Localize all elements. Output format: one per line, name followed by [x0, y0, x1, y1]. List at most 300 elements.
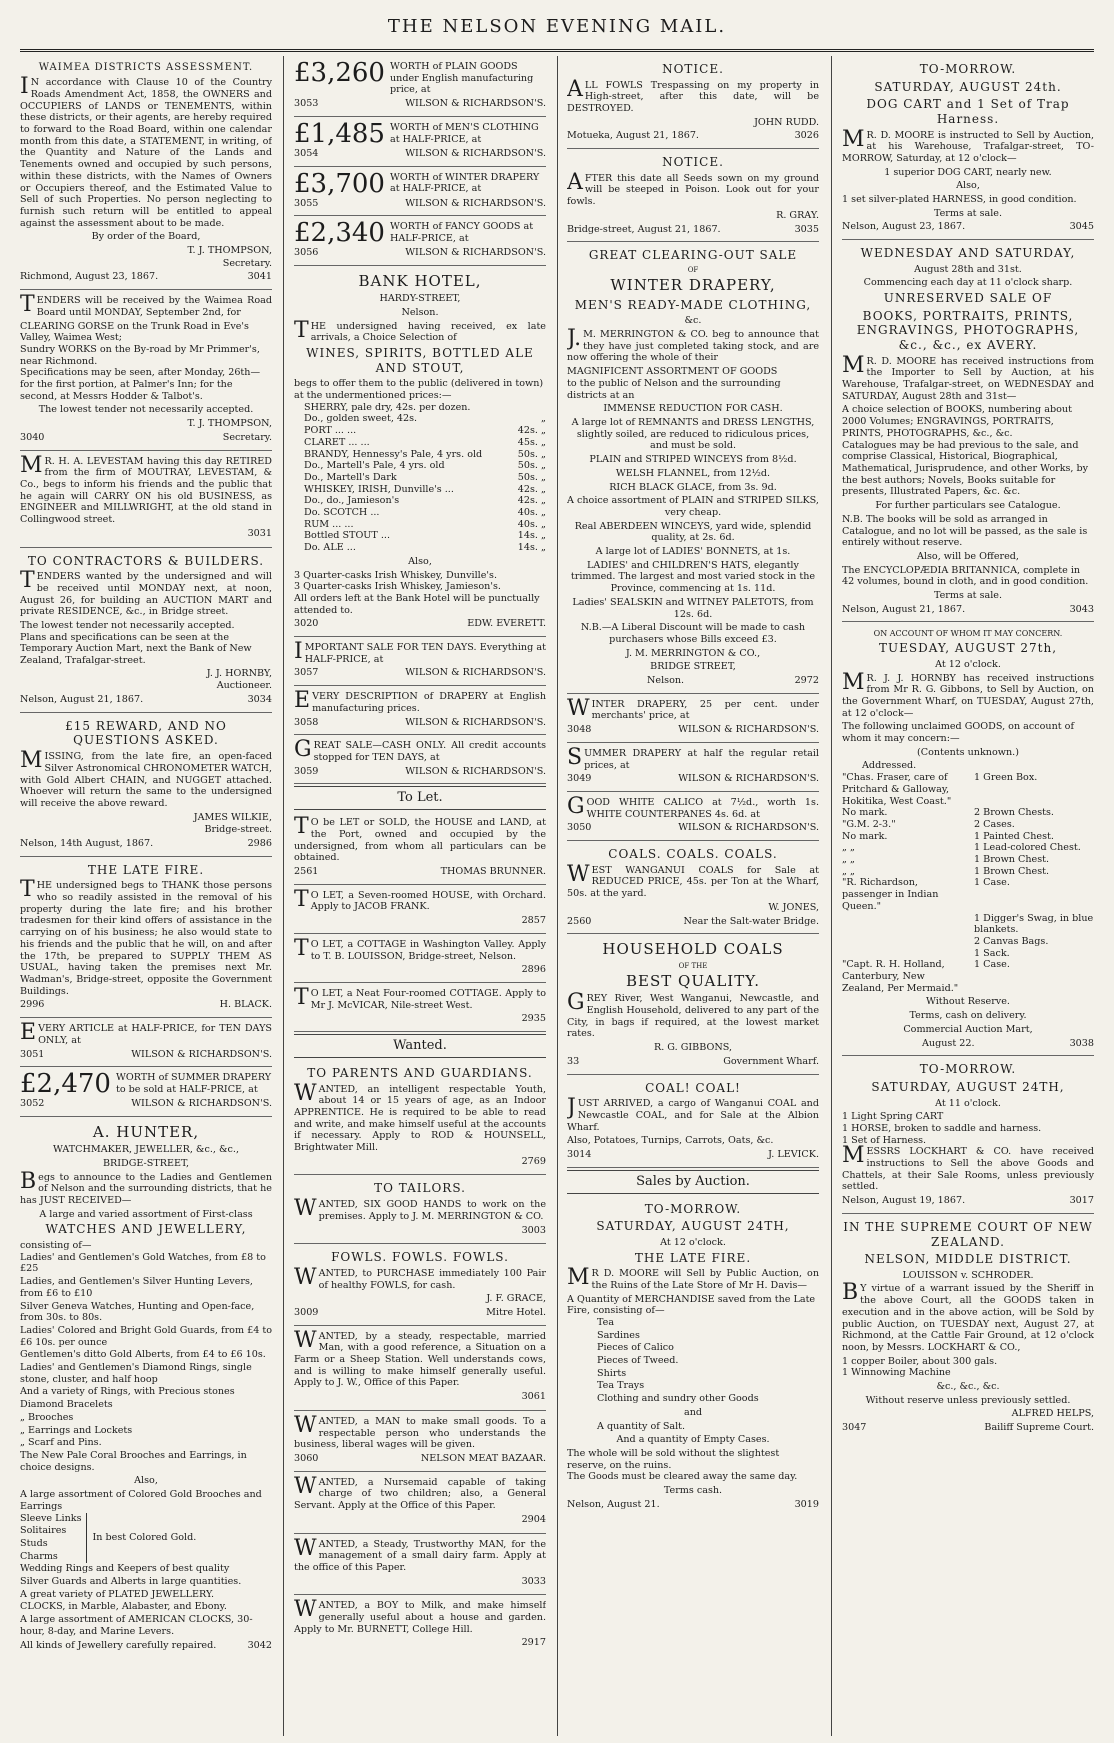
ad-address: Near the Salt-water Bridge.: [683, 915, 819, 927]
ad-body: THE undersigned having received, ex late arrivals, a Choice Selection of: [294, 317, 546, 344]
to-let-section-heading: To Let.: [294, 786, 546, 810]
ad-heading: TO-MORROW.: [644, 1201, 742, 1216]
wine-row: [294, 542, 546, 554]
list-item: Pieces of Tweed.: [597, 1355, 679, 1367]
boy-wanted-ad: [294, 1595, 546, 1656]
ad-heading: £15 REWARD, AND NO QUESTIONS ASKED.: [65, 718, 227, 748]
summer-drapery-ad: [20, 1067, 272, 1117]
ad-role: Auctioneer.: [216, 680, 272, 692]
wine-name: Do. ALE ...: [304, 542, 356, 554]
to-let-ad: [294, 983, 546, 1032]
gold-group-label: In best Colored Gold.: [92, 1532, 197, 1544]
ad-body: THE undersigned begs to THANK those persons who so readily assisted in the removal of his property during the late fire; and his brother tradesmen for their kind offers of assistance in the carrying on of his business; he also would state to his friends and the public that he will, on and after the 17th, be prepared to SUPPLY THEM AS USUAL, having taken the premises next Mr. Wadman's, Bridge-street, opposite the Government Buildings.: [20, 877, 272, 997]
ad-body: GREAT SALE—CASH ONLY. All credit accounts stopped for TEN DAYS, at: [294, 737, 546, 763]
goods-row: [842, 807, 1094, 819]
list-item: Wedding Rings and Keepers of best quality: [20, 1563, 230, 1575]
ad-line: The lowest tender not necessarily accepted.: [20, 619, 235, 631]
ad-heading: NOTICE.: [662, 62, 724, 76]
ad-heading: GREAT CLEARING-OUT SALE: [588, 248, 798, 263]
ad-signature: 2935: [521, 1013, 546, 1025]
goods-row: [842, 936, 1094, 948]
wine-name: Do., Martell's Dark: [304, 471, 397, 483]
columns: [20, 56, 1094, 1736]
ad-heading: TO-MORROW.: [919, 1062, 1017, 1077]
price-text: WORTH of MEN'S CLOTHING at HALF-PRICE, at: [389, 121, 539, 145]
list-item: A large assortment of AMERICAN CLOCKS, 30-hour, 8-day, and Marine Levers.: [20, 1614, 253, 1637]
ad-firm: WILSON & RICHARDSON'S.: [678, 724, 819, 736]
wine-row: [294, 437, 546, 449]
bank-hotel-ad: [294, 266, 546, 637]
ad-firm: WILSON & RICHARDSON'S.: [678, 773, 819, 785]
ad-line: MAGNIFICENT ASSORTMENT OF GOODS: [567, 366, 778, 378]
jewellery-list-2: [20, 1563, 272, 1637]
ad-number: 2904: [521, 1513, 546, 1525]
ad-number: 2972: [794, 675, 819, 687]
ad-body: J.M. MERRINGTON & CO. beg to announce that they have just completed taking stock, and are now offering the whole of their: [567, 326, 819, 364]
ad-footer: [567, 822, 819, 834]
wine-price: 42s. „: [517, 483, 546, 495]
man-wanted-ad: [294, 1411, 546, 1472]
ad-line: By order of the Board,: [91, 231, 201, 243]
wine-price: 14s. „: [517, 542, 546, 554]
wine-name: Do., do., Jamieson's: [304, 495, 400, 507]
clearing-item: Real ABERDEEN WINCEYS, yard wide, splendid quality, at 2s. 6d.: [574, 520, 812, 544]
ad-footer: [567, 1499, 819, 1511]
ad-signature: W. JONES,: [768, 901, 819, 913]
wine-price: 42s. „: [517, 425, 546, 437]
ad-body: GREY River, West Wanganui, Newcastle, and English Household, delivered to any part of the City, in bags if required, at the lowest market rates.: [567, 990, 819, 1040]
ad-place: Nelson, 14th August, 1867.: [20, 838, 154, 850]
parents-ad: [294, 1060, 546, 1176]
ad-heading: BOOKS, PORTRAITS, PRINTS, ENGRAVINGS, PHOTOGRAPHS, &c., &c., ex AVERY.: [856, 308, 1080, 353]
ad-footer: [842, 1195, 1094, 1207]
jewellery-list: [20, 1252, 272, 1474]
list-item: And a variety of Rings, with Precious stones: [20, 1386, 235, 1398]
ad-place: Nelson, August 19, 1867.: [842, 1195, 966, 1207]
ad-number: 3038: [1069, 1037, 1094, 1049]
list-item: CLOCKS, in Marble, Alabaster, and Ebony.: [20, 1601, 227, 1613]
ad-body: Begs to announce to the Ladies and Gentlemen of Nelson and the surrounding districts, that he has JUST RECEIVED—: [20, 1168, 272, 1207]
ad-signature: 2896: [521, 964, 546, 976]
ad-body: WANTED, a Nursemaid capable of taking charge of two children; also, a General Servant. Apply at the Office of this Paper.: [294, 1473, 546, 1512]
ad-number: 3048: [567, 724, 592, 736]
clearing-item: PLAIN and STRIPED WINCEYS from 8½d.: [589, 454, 797, 466]
wine-name: WHISKEY, IRISH, Dunville's ...: [304, 483, 454, 495]
ad-line: Without Reserve.: [926, 996, 1010, 1008]
ad-signature: EDW. EVERETT.: [467, 618, 546, 630]
goods-row: [842, 854, 1094, 866]
ad-footer: [294, 915, 546, 927]
gold-group-list: [20, 1513, 87, 1564]
ad-subheading: NELSON, MIDDLE DISTRICT.: [864, 1252, 1072, 1267]
ad-body: WANTED, an intelligent respectable Youth, about 14 or 15 years of age, as an Indoor APPRENTICE. He is required to be able to read and write, and make himself useful at the accounts if necessary. Apply to ROD & HOUNSELL, Brightwater Mill.: [294, 1080, 546, 1154]
ad-number: 3035: [794, 223, 819, 235]
ad-body: IN accordance with Clause 10 of the Country Roads Amendment Act, 1858, the OWNERS and OCCUPIERS of LANDS or TENEMENTS, within these districts, or their agents, are hereby required to forward to the Road Board, within one calendar month from this date, a STATEMENT, in writing, of the Quantity and Nature of the Lands and Tenements owned and occupied by such persons, within these districts, with the Names of Owners or Occupiers thereof, and the Estimated Value to Sell of such Properties. No person neglecting to furnish such return will be entitled to appeal against the assessment about to be made.: [20, 74, 272, 229]
ad-signature: JOHN RUDD.: [754, 116, 819, 128]
coals-ad: [567, 841, 819, 934]
wine-row: [294, 460, 546, 472]
ad-line: Terms at sale.: [933, 207, 1003, 219]
ad-heading: BEST QUALITY.: [626, 972, 760, 991]
price-ad: [294, 167, 546, 217]
ad-footer: [842, 1422, 1094, 1434]
list-item: Ladies' and Gentlemen's Diamond Rings, single stone, cluster, and half hoop: [20, 1362, 252, 1385]
half-price-ad: [20, 1018, 272, 1067]
ad-body: WINTER DRAPERY, 25 per cent. under merchants' price, at: [567, 695, 819, 722]
ad-place: Bridge-street, August 21, 1867.: [567, 223, 721, 235]
price-text: WORTH of PLAIN GOODS under English manufacturing price, at: [389, 61, 534, 96]
ad-heading: FOWLS. FOWLS. FOWLS.: [331, 1250, 509, 1265]
ad-number: 3049: [567, 773, 592, 785]
ad-line: 1 superior DOG CART, nearly new.: [884, 166, 1052, 178]
ad-line: Plans and specifications can be seen at the Temporary Auction Mart, next the Bank of New Zealand, Trafalgar-street.: [20, 631, 252, 667]
ad-signature: J. M. MERRINGTON & CO.,: [625, 647, 761, 659]
ad-signature: THOMAS BRUNNER.: [440, 866, 546, 878]
ad-footer: [567, 724, 819, 736]
ad-footer: [294, 1453, 546, 1465]
column-2: [294, 56, 546, 1736]
ad-footer: [20, 1640, 272, 1652]
ad-body: TENDERS wanted by the undersigned and will be received until MONDAY next, at noon, August 26, for building an AUCTION MART and private RESIDENCE, &c., in Bridge street.: [20, 568, 272, 618]
goods-item: 1 Painted Chest.: [974, 830, 1054, 842]
wine-price: 40s. „: [517, 518, 546, 530]
ad-body: MR. J. J. HORNBY has received instructions from Mr R. G. Gibbons, to Sell by Auction, on the Government Wharf, on TUESDAY, August 27th, at 12 o'clock—: [842, 669, 1094, 719]
hunter-ad: [20, 1117, 272, 1657]
ad-line: Specifications may be seen, after Monday, 26th—for the first portion, at Palmer's Inn; for the second, at Messrs Hodder & Talbot's.: [20, 367, 261, 402]
ad-line: to the public of Nelson and the surrounding districts at an: [567, 377, 781, 401]
ad-line: &c., &c., &c.: [936, 1381, 1000, 1393]
list-item: Ladies' and Gentlemen's Gold Watches, from £8 to £25: [20, 1251, 266, 1275]
ad-address: Government Wharf.: [723, 1055, 819, 1067]
ad-body: EVERY ARTICLE at HALF-PRICE, for TEN DAYS ONLY, at: [20, 1020, 272, 1046]
wine-price: 40s. „: [517, 507, 546, 519]
notice-fowls-ad: [567, 56, 819, 149]
ad-number: 3042: [247, 1639, 272, 1651]
ad-footer: [567, 675, 819, 687]
ad-line: The ENCYCLOPÆDIA BRITANNICA, complete in 42 volumes, bound in cloth, and in good condition.: [842, 564, 1089, 588]
list-item: Clothing and sundry other Goods: [597, 1393, 759, 1405]
price-amount: £2,340: [294, 218, 385, 249]
ad-footer: [294, 1307, 546, 1319]
list-item: Sardines: [597, 1329, 640, 1341]
clearing-item: A choice assortment of PLAIN and STRIPED SILKS, very cheap.: [567, 495, 819, 518]
ad-line: A Quantity of MERCHANDISE saved from the Late Fire, consisting of—: [567, 1293, 816, 1317]
notice-seeds-ad: [567, 149, 819, 242]
goods-address: No mark.: [842, 807, 888, 819]
list-item: Solitaires: [20, 1525, 67, 1537]
ad-number: 3055: [294, 197, 319, 209]
ad-body: WANTED, a Steady, Trustworthy MAN, for the management of a small dairy farm. Apply at the office of this Paper.: [294, 1535, 546, 1573]
column-4: [842, 56, 1094, 1736]
list-item: Silver Guards and Alberts in large quantities.: [20, 1576, 242, 1588]
ad-body: EVERY DESCRIPTION of DRAPERY at English manufacturing prices.: [294, 688, 546, 714]
ad-body: WANTED, a BOY to Milk, and make himself generally useful about a house and garden. Apply to Mr. BURNETT, College Hill.: [294, 1597, 546, 1635]
ad-line: CLEARING GORSE on the Trunk Road in Eve's Valley, Waimea West;: [20, 320, 249, 344]
ad-time: At 12 o'clock.: [660, 1236, 726, 1248]
ad-line: A choice selection of BOOKS, numbering about 2000 Volumes; ENGRAVINGS, PORTRAITS, PRINTS, PHOTOGRAPHS, &c., &c.: [842, 404, 1072, 439]
wine-row: [294, 425, 546, 437]
to-let-ad: [294, 812, 546, 885]
wine-row: [294, 402, 546, 414]
price-line: [294, 168, 546, 199]
ad-firm: WILSON & RICHARDSON'S.: [131, 1098, 272, 1110]
situation-wanted-ad: [294, 1326, 546, 1411]
ad-line: Also,: [408, 555, 432, 567]
ad-number: 3060: [294, 1452, 319, 1464]
ad-heading: COALS. COALS. COALS.: [608, 847, 778, 862]
ad-number: 33: [567, 1055, 580, 1067]
price-amount: £1,485: [294, 118, 385, 149]
ad-footer: [294, 247, 546, 259]
auction-section-heading: Sales by Auction.: [567, 1170, 819, 1194]
ad-firm: WILSON & RICHARDSON'S.: [405, 667, 546, 679]
ad-footer: [567, 1149, 819, 1161]
wine-name: Do., Martell's Pale, 4 yrs. old: [304, 460, 445, 472]
ad-address: HARDY-STREET,: [379, 293, 461, 305]
ad-heading: WEDNESDAY AND SATURDAY,: [860, 246, 1076, 261]
ad-heading: TO PARENTS AND GUARDIANS.: [307, 1065, 533, 1080]
ad-line: The following unclaimed GOODS, on account of whom it may concern:—: [842, 721, 1074, 745]
goods-address: "Capt. R. H. Holland, Canterbury, New Zealand, Per Mermaid.": [842, 959, 959, 994]
ad-number: 3052: [20, 1098, 45, 1110]
ad-signature: R. GRAY.: [776, 209, 819, 221]
household-coals-ad: [567, 934, 819, 1074]
ad-heading: TO-MORROW.: [919, 62, 1017, 76]
ad-footer: [294, 717, 546, 729]
ad-line: OF THE: [678, 961, 708, 970]
unclaimed-goods-ad: [842, 622, 1094, 1056]
clearing-item: RICH BLACK GLACE, from 3s. 9d.: [609, 481, 777, 493]
fire-auction-ad: [567, 1196, 819, 1517]
ad-heading: THE LATE FIRE.: [87, 862, 205, 877]
ad-firm: WILSON & RICHARDSON'S.: [405, 765, 546, 777]
ad-footer: [20, 1049, 272, 1061]
drapery-description-ad: [294, 686, 546, 735]
ad-footer: [567, 1056, 819, 1068]
ad-subheading: THE LATE FIRE.: [634, 1250, 752, 1265]
ad-line: Catalogues may be had previous to the sale, and comprise Classical, Historical, Biographical, Mathematical, Jurisprudence, and other Works, by the best authors; Novels, Books suitable for presents, Illustrated Papers, &c. &c.: [842, 439, 1089, 498]
ad-body: WANTED, to PURCHASE immediately 100 Pair of healthy FOWLS, for cash.: [294, 1264, 546, 1291]
ad-line: IMMENSE REDUCTION FOR CASH.: [603, 403, 783, 415]
ad-signature: J. F. GRACE,: [486, 1293, 546, 1305]
ad-line: consisting of—: [20, 1240, 92, 1252]
wine-price: „: [541, 413, 546, 425]
ad-line: Commencing each day at 11 o'clock sharp.: [863, 277, 1073, 289]
ad-firm: WILSON & RICHARDSON'S.: [131, 1048, 272, 1060]
ad-number: 3054: [294, 147, 319, 159]
ad-signature: T. J. THOMPSON,: [187, 245, 272, 257]
ad-line: LOUISSON v. SCHRODER.: [902, 1269, 1034, 1281]
ad-line: The whole will be sold without the slightest reserve, on the ruins.: [567, 1447, 780, 1471]
ad-heading: HOUSEHOLD COALS: [602, 940, 784, 959]
ad-line: OF: [687, 265, 699, 274]
list-item: Tea Trays: [597, 1380, 645, 1392]
ad-line: 1 Light Spring CART: [842, 1111, 944, 1123]
ad-body: ALL FOWLS Trespassing on my property in High-street, after this date, will be DESTROYED.: [567, 76, 819, 115]
ad-body: IMPORTANT SALE FOR TEN DAYS. Everything at HALF-PRICE, at: [294, 639, 546, 665]
levestam-ad: [20, 451, 272, 548]
ad-number: 3014: [567, 1149, 592, 1160]
ad-place: Nelson, August 21, 1867.: [842, 603, 966, 615]
ad-line: and: [683, 1406, 703, 1418]
ad-footer: [20, 271, 272, 283]
column-3: [567, 56, 819, 1736]
ad-number: 3058: [294, 716, 319, 728]
price-text: WORTH of FANCY GOODS at HALF-PRICE, at: [389, 221, 534, 244]
ad-firm: WILSON & RICHARDSON'S.: [405, 247, 546, 259]
goods-item: 1 Sack.: [974, 947, 1010, 959]
ad-footer: [567, 773, 819, 785]
ad-number: 3003: [521, 1224, 546, 1236]
ad-number: 2996: [20, 999, 45, 1011]
to-let-ads: [294, 812, 546, 1032]
column-1: [20, 56, 272, 1736]
list-item: Ladies, and Gentlemen's Silver Hunting Levers, from £6 to £10: [20, 1276, 253, 1299]
cart-horse-auction-ad: [842, 1056, 1094, 1214]
ad-number: 2986: [247, 838, 272, 850]
wine-price: 45s. „: [517, 436, 546, 448]
price-ads: [294, 56, 546, 266]
goods-item: 1 Brown Chest.: [974, 854, 1050, 866]
ad-footer: [20, 838, 272, 850]
ad-place: Richmond, August 23, 1867.: [20, 271, 159, 283]
ad-line: Terms at sale.: [933, 590, 1003, 602]
goods-address: „ „: [842, 865, 855, 877]
list-item: Charms: [20, 1550, 58, 1562]
ad-footer: [567, 130, 819, 142]
price-line: [294, 58, 546, 96]
ad-line: For further particulars see Catalogue.: [875, 500, 1061, 512]
ad-time: At 11 o'clock.: [935, 1097, 1001, 1109]
ad-footer: [842, 1038, 1094, 1050]
goods-row: [842, 831, 1094, 843]
wine-name: Do. SCOTCH ...: [304, 507, 380, 519]
wine-price: 50s. „: [517, 460, 546, 472]
goods-address: „ „: [842, 854, 855, 866]
ad-place: Nelson, August 21.: [567, 1498, 660, 1510]
price-line: [20, 1069, 272, 1100]
ad-body: MR. D. MOORE has received instructions from the Importer to Sell by Auction, at his Warehouse, Trafalgar-street, on WEDNESDAY and SATURDAY, August 28th and 31st—: [842, 352, 1094, 402]
ad-body: MR. D. MOORE is instructed to Sell by Auction, at his Warehouse, Trafalgar-street, TO-MORROW, Saturday, at 12 o'clock—: [842, 126, 1094, 164]
goods-row: [842, 866, 1094, 878]
ad-heading: MEN'S READY-MADE CLOTHING,: [574, 297, 812, 312]
ad-footer: [567, 916, 819, 928]
ad-line: Also, will be Offered,: [917, 550, 1019, 562]
ad-town: Nelson.: [647, 675, 685, 687]
newspaper-title: THE NELSON EVENING MAIL.: [387, 16, 727, 37]
ad-line: 1 copper Boiler, about 300 gals.: [842, 1355, 998, 1367]
ad-footer: [20, 999, 272, 1011]
ad-line: 1 Set of Harness.: [842, 1134, 927, 1146]
clearing-item: A large lot of LADIES' BONNETS, at 1s.: [595, 546, 791, 558]
clearing-item: WELSH FLANNEL, from 12½d.: [615, 467, 771, 479]
late-fire-ad: [20, 857, 272, 1018]
wine-price-list: [294, 402, 546, 554]
supreme-court-ad: [842, 1214, 1094, 1440]
masthead: [20, 6, 1094, 52]
ad-body: TO be LET or SOLD, the HOUSE and LAND, at the Port, owned and occupied by the undersigned, from whom all particulars can be obtained.: [294, 814, 546, 864]
list-item: Pieces of Calico: [597, 1342, 674, 1354]
list-item: Studs: [20, 1537, 48, 1549]
ad-number: 3059: [294, 765, 319, 777]
ad-footer: [294, 667, 546, 679]
goods-row: [842, 959, 1094, 994]
ad-time: At 12 o'clock.: [935, 658, 1001, 670]
ad-footer: [842, 221, 1094, 233]
ad-signature: R. G. GIBBONS,: [653, 1042, 732, 1054]
wine-row: [294, 413, 546, 425]
ad-footer: [294, 618, 546, 630]
goods-item: 1 Green Box.: [974, 772, 1038, 784]
ad-signature: JAMES WILKIE,: [193, 811, 272, 823]
wine-name: SHERRY, pale dry, 42s. per dozen.: [304, 401, 471, 413]
ad-number: 3057: [294, 667, 319, 679]
goods-item: 1 Digger's Swag, in blue blankets.: [974, 912, 1094, 936]
price-ad: [294, 216, 546, 266]
ad-number: 3043: [1069, 603, 1094, 615]
ad-footer: [20, 1098, 272, 1110]
coal-arrived-ad: [567, 1075, 819, 1168]
masthead-rule: [20, 49, 1094, 52]
wine-name: Bottled STOUT ...: [304, 530, 390, 542]
ad-address: BRIDGE-STREET,: [102, 1157, 190, 1169]
list-item: Shirts: [597, 1367, 627, 1379]
tailors-ad: [294, 1175, 546, 1244]
merchandise-list: [567, 1317, 819, 1405]
goods-address: [842, 936, 962, 948]
ad-firm: WILSON & RICHARDSON'S.: [405, 716, 546, 728]
ad-line: (Contents unknown.): [917, 746, 1019, 758]
wine-price: 14s. „: [517, 530, 546, 542]
ad-number: 2560: [567, 915, 592, 927]
ad-heading: BANK HOTEL,: [358, 271, 482, 290]
ad-line: Also,: [134, 1475, 158, 1487]
column-divider: [283, 56, 284, 1736]
ad-line: 1 set silver-plated HARNESS, in good condition.: [842, 194, 1077, 206]
list-item: Gentlemen's ditto Gold Alberts, from £4 to £6 10s.: [20, 1349, 266, 1361]
wine-row: [294, 495, 546, 507]
ad-role: Bailiff Supreme Court.: [984, 1422, 1094, 1434]
list-item: Ladies' Colored and Bright Gold Guards, from £4 to £6 10s. per ounce: [20, 1324, 272, 1348]
ad-number: 2769: [521, 1155, 546, 1167]
ad-body: WEST WANGANUI COALS for Sale at REDUCED PRICE, 45s. per Ton at the Wharf, 50s. at the yard.: [567, 861, 819, 900]
ad-number: 3040: [20, 431, 45, 443]
ad-footer: [842, 604, 1094, 616]
ad-number: 3061: [521, 1391, 546, 1403]
ad-line: Also, Potatoes, Turnips, Carrots, Oats, &c.: [567, 1135, 774, 1147]
price-amount: £3,700: [294, 168, 385, 199]
ad-footer: [20, 432, 272, 444]
wine-price: 50s. „: [517, 471, 546, 483]
ad-number: 3033: [521, 1575, 546, 1587]
ad-signature: J. J. HORNBY,: [206, 667, 272, 679]
ad-line: Terms, cash on delivery.: [909, 1010, 1027, 1022]
goods-address: [842, 913, 962, 936]
ad-date: SATURDAY, AUGUST 24TH,: [596, 1219, 790, 1234]
ad-number: 3053: [294, 98, 319, 110]
list-item: Tea: [597, 1316, 615, 1328]
ad-number: 3009: [294, 1306, 319, 1318]
ad-number: 3056: [294, 247, 319, 259]
ad-heading: NOTICE.: [662, 155, 724, 170]
ad-body: MR D. MOORE will Sell by Public Auction, on the Ruins of the Late Store of Mr H. Davis—: [567, 1265, 819, 1291]
price-amount: £2,470: [20, 1069, 111, 1100]
clearing-item: LADIES' and CHILDREN'S HATS, elegantly trimmed. The largest and most varied stock in the Province, commencing at 1s. 11d.: [570, 559, 816, 595]
ad-line: 3 Quarter-casks Irish Whiskey, Dunville's.: [294, 569, 497, 581]
goods-address: "Chas. Fraser, care of Pritchard & Galloway, Hokitika, West Coast.": [842, 772, 952, 807]
ad-signature: J. LEVICK.: [768, 1149, 819, 1160]
goods-item: 1 Case.: [974, 877, 1010, 889]
